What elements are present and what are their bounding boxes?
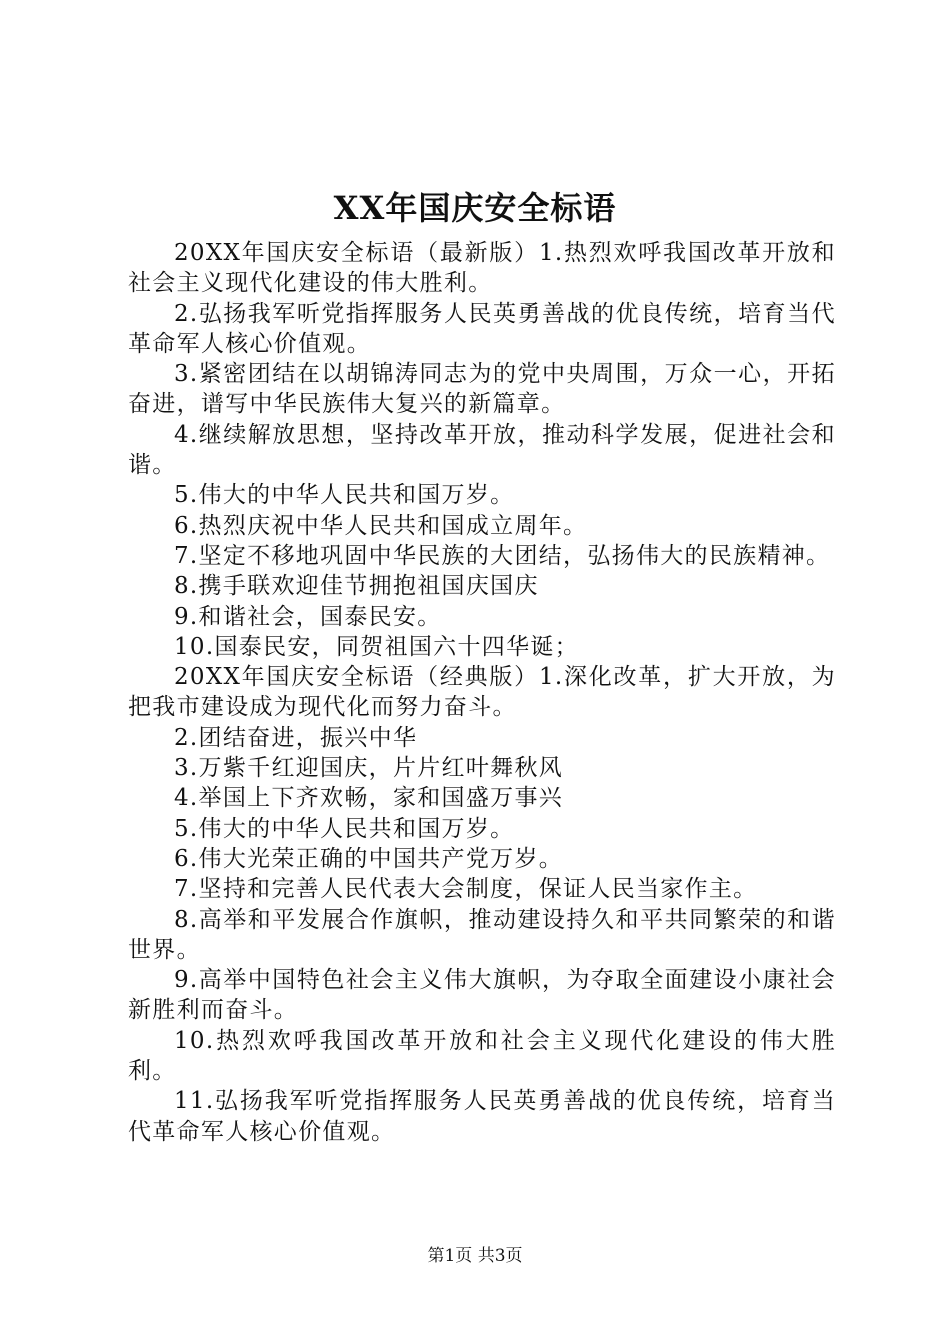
paragraph: 10.国泰民安，同贺祖国六十四华诞； (174, 633, 579, 660)
paragraph: 3.万紫千红迎国庆，片片红叶舞秋风 (174, 755, 564, 782)
document-title: XX年国庆安全标语 (333, 189, 617, 227)
page-footer: 第1页 共3页 (427, 1246, 523, 1266)
paragraph: 20XX年国庆安全标语（最新版）1.热烈欢呼我国改革开放和社会主义现代化建设的伟大胜利。 (128, 240, 836, 297)
paragraph: 2.团结奋进，振兴中华 (174, 724, 418, 751)
paragraph: 9.高举中国特色社会主义伟大旗帜，为夺取全面建设小康社会新胜利而奋斗。 (128, 967, 836, 1024)
paragraph: 11.弘扬我军听党指挥服务人民英勇善战的优良传统，培育当代革命军人核心价值观。 (128, 1088, 836, 1145)
paragraph: 6.热烈庆祝中华人民共和国成立周年。 (174, 512, 588, 539)
paragraph: 2.弘扬我军听党指挥服务人民英勇善战的优良传统，培育当代革命军人核心价值观。 (128, 300, 836, 357)
document-body (128, 238, 836, 1147)
paragraph: 7.坚定不移地巩固中华民族的大团结，弘扬伟大的民族精神。 (174, 542, 831, 569)
paragraph: 4.举国上下齐欢畅，家和国盛万事兴 (174, 785, 564, 812)
paragraph: 20XX年国庆安全标语（经典版）1.深化改革，扩大开放，为把我市建设成为现代化而努力奋斗。 (128, 664, 836, 721)
paragraph: 7.坚持和完善人民代表大会制度，保证人民当家作主。 (174, 876, 758, 903)
paragraph: 9.和谐社会，国泰民安。 (174, 603, 442, 630)
paragraph: 4.继续解放思想，坚持改革开放，推动科学发展，促进社会和谐。 (128, 421, 836, 479)
paragraph: 10.热烈欢呼我国改革开放和社会主义现代化建设的伟大胜利。 (128, 1027, 836, 1085)
paragraph: 6.伟大光荣正确的中国共产党万岁。 (174, 845, 564, 872)
paragraph: 5.伟大的中华人民共和国万岁。 (174, 482, 515, 509)
paragraph: 8.高举和平发展合作旗帜，推动建设持久和平共同繁荣的和谐世界。 (128, 906, 836, 963)
paragraph: 8.携手联欢迎佳节拥抱祖国庆国庆 (174, 573, 539, 600)
paragraph: 3.紧密团结在以胡锦涛同志为的党中央周围，万众一心，开拓奋进，谱写中华民族伟大复兴的新篇章。 (128, 361, 836, 418)
paragraph: 5.伟大的中华人民共和国万岁。 (174, 815, 515, 842)
